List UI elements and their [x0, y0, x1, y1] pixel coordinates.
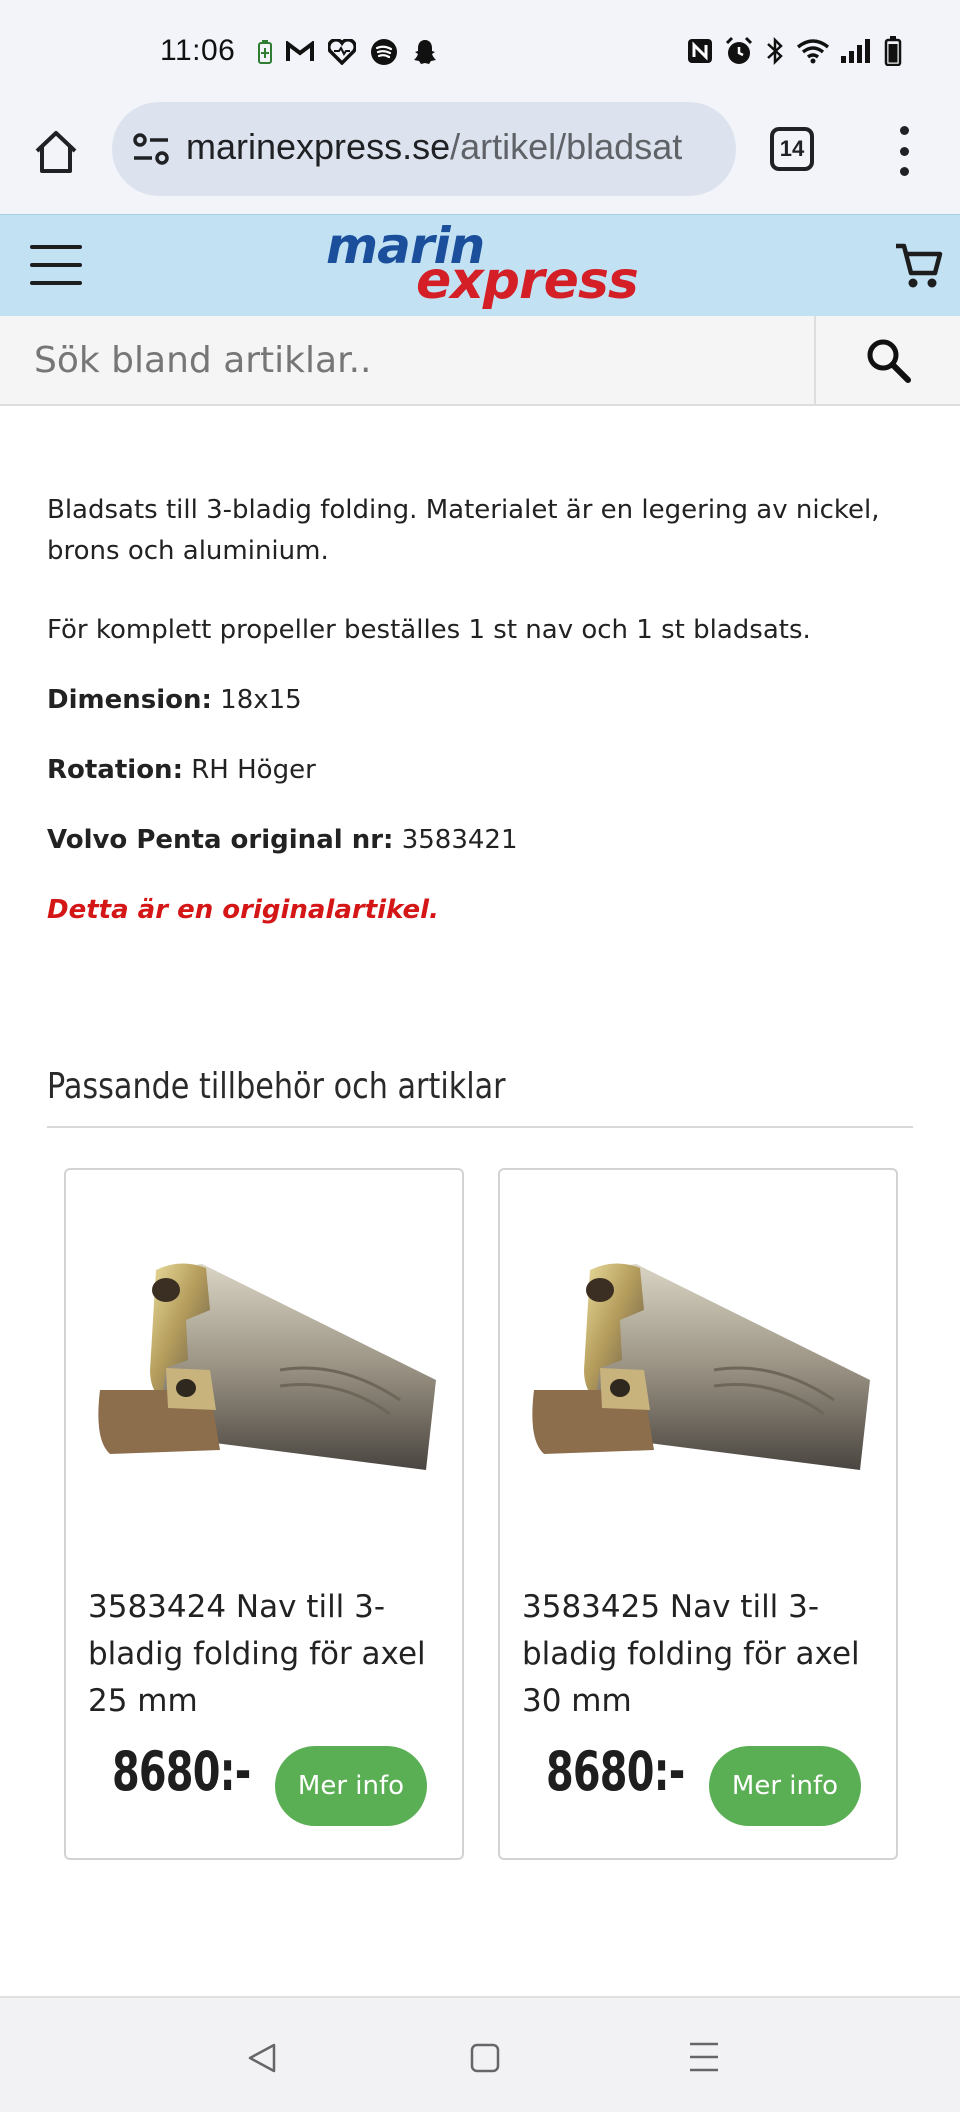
spec-original-nr	[47, 820, 518, 861]
gmail-icon	[286, 41, 314, 68]
browser-toolbar	[0, 100, 960, 214]
more-info-button[interactable]: Mer info	[275, 1746, 427, 1826]
related-product-card[interactable]	[64, 1168, 464, 1860]
site-logo[interactable]	[326, 219, 636, 311]
site-settings-icon[interactable]	[132, 130, 170, 173]
browser-home-button[interactable]	[28, 124, 84, 180]
product-image[interactable]	[90, 1250, 436, 1480]
site-search	[0, 316, 960, 406]
site-header	[0, 214, 960, 316]
address-bar[interactable]	[112, 102, 736, 196]
bluetooth-icon	[764, 36, 786, 71]
product-title[interactable]: 3583424 Nav till 3-bladig folding för axel 25 mm	[88, 1589, 426, 1719]
more-info-button[interactable]: Mer info	[709, 1746, 861, 1826]
more-dot	[900, 167, 909, 176]
wifi-icon	[796, 38, 830, 69]
battery-saver-icon	[258, 40, 272, 69]
recents-icon[interactable]	[688, 2040, 720, 2079]
signal-icon	[840, 38, 874, 69]
url-path: /artikel/bladsat	[450, 126, 683, 167]
spec-value: 18x15	[220, 685, 302, 715]
more-dot	[900, 126, 909, 135]
logo-text-marin: marin	[326, 217, 485, 275]
search-button[interactable]	[814, 316, 960, 404]
spec-dimension	[47, 680, 302, 721]
back-icon[interactable]	[246, 2042, 278, 2079]
tab-switcher-button[interactable]: 14	[770, 127, 814, 171]
spotify-icon	[370, 38, 398, 71]
home-nav-icon[interactable]	[469, 2042, 501, 2079]
status-bar	[0, 0, 960, 100]
related-heading: Passande tillbehör och artiklar	[47, 1066, 506, 1107]
original-article-note: Detta är en originalartikel.	[47, 895, 439, 925]
spec-rotation	[47, 750, 316, 791]
divider	[47, 1126, 913, 1128]
more-dot	[900, 147, 909, 156]
spec-value: RH Höger	[191, 755, 316, 785]
browser-menu-button[interactable]	[890, 126, 918, 176]
logo-text-express: express	[416, 251, 638, 311]
home-icon	[33, 129, 79, 175]
menu-icon[interactable]	[30, 245, 82, 285]
product-title[interactable]: 3583425 Nav till 3-bladig folding för axel 30 mm	[522, 1589, 860, 1719]
cart-icon[interactable]	[894, 241, 944, 291]
search-icon	[865, 337, 911, 383]
system-navigation-bar	[0, 1996, 960, 2112]
spec-value: 3583421	[401, 825, 518, 855]
snapchat-icon	[412, 38, 438, 71]
product-price: 8680:-	[112, 1740, 251, 1803]
product-price: 8680:-	[546, 1740, 685, 1803]
description-text: Bladsats till 3-bladig folding. Materialet är en legering av nickel, brons och aluminium.	[47, 495, 880, 566]
notification-icons	[258, 38, 438, 71]
spec-label: Dimension:	[47, 685, 212, 715]
battery-icon	[884, 36, 902, 71]
related-product-card[interactable]	[498, 1168, 898, 1860]
url-text[interactable]	[186, 126, 682, 168]
search-input[interactable]	[0, 316, 814, 404]
spec-label: Volvo Penta original nr:	[47, 825, 394, 855]
product-image[interactable]	[524, 1250, 870, 1480]
status-time: 11:06	[160, 34, 236, 67]
system-icons	[686, 36, 902, 71]
url-domain: marinexpress.se	[186, 126, 451, 167]
spec-label: Rotation:	[47, 755, 183, 785]
note-text: För komplett propeller beställes 1 st nav och 1 st bladsats.	[47, 615, 811, 645]
health-icon	[328, 39, 356, 70]
alarm-icon	[724, 36, 754, 71]
nfc-icon	[686, 37, 714, 70]
